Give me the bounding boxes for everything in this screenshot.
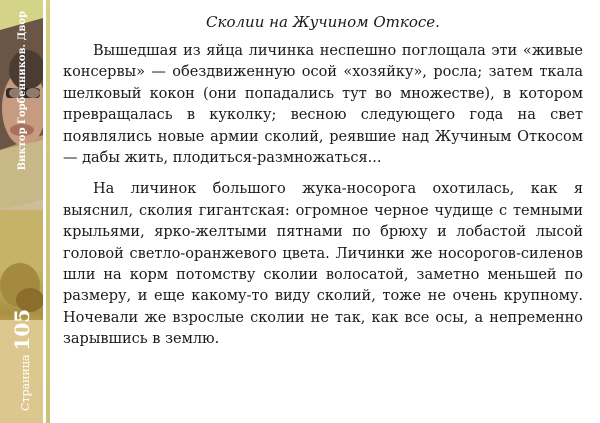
- page-number-group: [10, 309, 34, 411]
- author-credit: Виктор Горбенников. Двор: [16, 11, 28, 171]
- page-word: Страница: [19, 354, 32, 411]
- paragraph: На личинок большого жука-носорога охотилась, как я выяснил, сколия гигантская: огромное черное чудище с темными крыльями, ярко-желтыми пятнами по брюху и лобастой лысой головой светло-оранжевого цвета. Личинки же носорогов-силенов шли на корм потомству сколии волосатой, заметно меньшей по размеру, и еще какому-то виду сколий, тоже не очень крупному. Ночевали же взрослые сколии не так, как все осы, а непременно зарывшись в землю.: [63, 181, 583, 348]
- sidebar-caption: [11, 11, 33, 411]
- sidebar-divider: [46, 0, 50, 423]
- article-title: Сколии на Жучином Откосе.: [206, 13, 440, 31]
- article: [63, 12, 583, 361]
- paragraph: Вышедшая из яйца личинка неспешно поглощала эти «живые консервы» — обездвиженную осой «хозяйку», росла; затем ткала шелковый кокон (они попадались тут во множестве), в котором превращалась в куколку; весною следующего года на свет появлялись новые армии сколий, реявшие над Жучиным Откосом — дабы жить, плодиться-размножаться...: [63, 43, 583, 167]
- page-number: 105: [10, 308, 34, 351]
